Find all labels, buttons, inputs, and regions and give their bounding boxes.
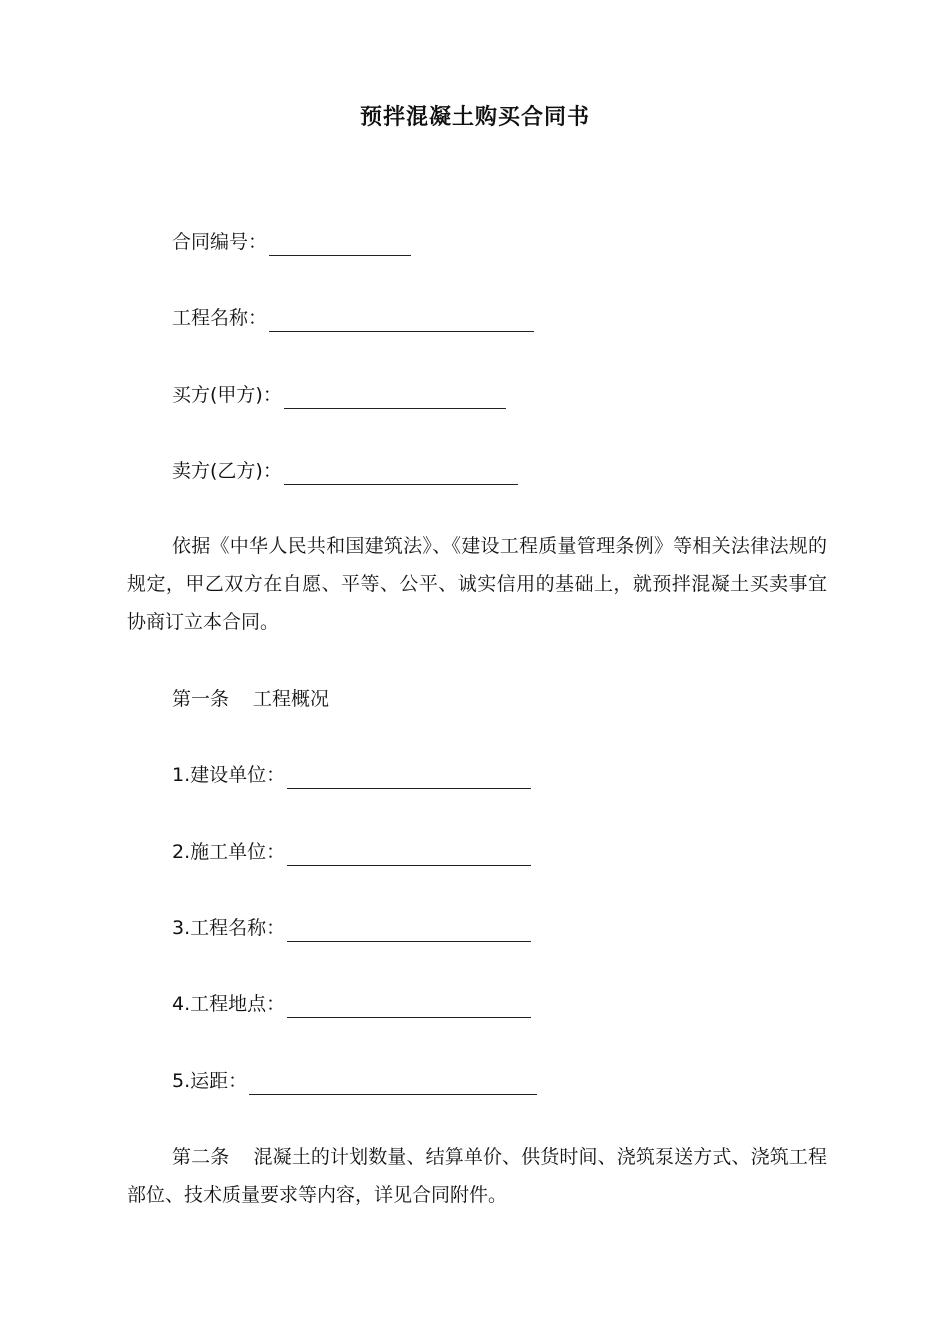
article-project-name-label: 3.工程名称： — [172, 917, 286, 939]
article-2-number: 第二条 — [172, 1146, 230, 1168]
contract-number-label: 合同编号： — [172, 231, 268, 253]
project-name-blank[interactable] — [269, 309, 534, 332]
contractor-unit-field — [172, 838, 531, 866]
buyer-label: 买方(甲方)： — [172, 384, 282, 406]
seller-label: 卖方(乙方)： — [172, 460, 282, 482]
buyer-blank[interactable] — [284, 386, 506, 409]
article-1-heading — [172, 685, 329, 713]
project-location-label: 4.工程地点： — [172, 993, 286, 1015]
haul-distance-field — [172, 1067, 537, 1095]
contractor-unit-blank[interactable] — [287, 843, 531, 866]
project-name-label: 工程名称： — [172, 307, 268, 329]
construction-unit-blank[interactable] — [287, 766, 531, 789]
article-project-name-blank[interactable] — [287, 919, 531, 942]
article-1-title: 工程概况 — [253, 688, 330, 710]
seller-blank[interactable] — [284, 462, 518, 485]
seller-field — [172, 457, 518, 485]
article-2-text: 混凝土的计划数量、结算单价、供货时间、浇筑泵送方式、浇筑工程部位、技术质量要求等内容，详见合同附件。 — [127, 1146, 827, 1206]
project-location-field — [172, 990, 531, 1018]
contract-number-field — [172, 228, 411, 256]
haul-distance-label: 5.运距： — [172, 1070, 248, 1092]
article-1-number: 第一条 — [172, 688, 230, 710]
haul-distance-blank[interactable] — [249, 1072, 537, 1095]
article-project-name-field — [172, 914, 531, 942]
construction-unit-field — [172, 761, 531, 789]
article-2-paragraph — [127, 1138, 827, 1214]
project-name-field — [172, 304, 534, 332]
construction-unit-label: 1.建设单位： — [172, 764, 286, 786]
document-title: 预拌混凝土购买合同书 — [359, 105, 590, 130]
contract-number-blank[interactable] — [269, 233, 411, 256]
project-location-blank[interactable] — [287, 995, 531, 1018]
buyer-field — [172, 381, 506, 409]
contractor-unit-label: 2.施工单位： — [172, 841, 286, 863]
intro-paragraph: 依据《中华人民共和国建筑法》、《建设工程质量管理条例》等相关法律法规的规定，甲乙双方在自愿、平等、公平、诚实信用的基础上，就预拌混凝土买卖事宜协商订立本合同。 — [127, 535, 827, 633]
